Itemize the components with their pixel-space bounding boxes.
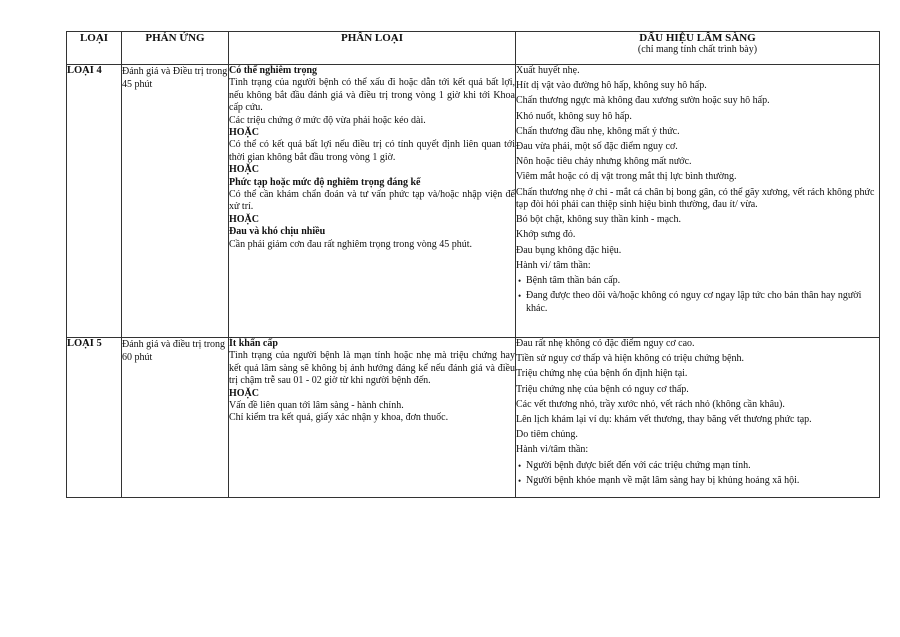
response-cell: Đánh giá và điều trị trong 60 phút: [122, 338, 229, 498]
sign-item: Chấn thương nhẹ ở chi - mắt cá chân bị bong gân, có thể gãy xương, vết rách không phức tạp đòi hỏi phải can thiệp sinh hiệu bình thường, đau ít/ vừa.: [516, 186, 875, 211]
table-row: [67, 65, 880, 338]
clinical-signs-cell: [516, 338, 880, 498]
sign-bullet: • Người bệnh được biết đến với các triệu chứng mạn tính.: [516, 460, 879, 472]
sign-item: Các vết thương nhỏ, trầy xước nhỏ, vết rách nhỏ (không cần khâu).: [516, 398, 785, 410]
sign-item: Đau rất nhẹ không có đặc điểm nguy cơ cao.: [516, 338, 695, 349]
classification-or: HOẶC: [229, 387, 259, 399]
sign-item: Chấn thương đầu nhẹ, không mất ý thức.: [516, 125, 680, 137]
classification-text: Các triệu chứng ở mức độ vừa phải hoặc kéo dài.: [229, 114, 426, 126]
header-row: [67, 32, 880, 65]
classification-text: Có thể có kết quả bất lợi nếu điều trị có tính quyết định liên quan tới thời gian không bắt đầu trong vòng 1 giờ.: [229, 139, 515, 163]
sign-item: Triệu chứng nhẹ của bệnh ổn định hiện tại.: [516, 368, 688, 380]
sign-item: Chấn thương ngực mà không đau xương sườn hoặc suy hô hấp.: [516, 95, 770, 107]
sign-item: Đau bụng không đặc hiệu.: [516, 244, 622, 256]
classification-or: HOẶC: [229, 213, 259, 225]
sign-item: Khó nuốt, không suy hô hấp.: [516, 110, 632, 122]
sign-item: Bó bột chặt, không suy thần kinh - mạch.: [516, 214, 681, 226]
table-row: [67, 338, 880, 498]
classification-text: Cần phải giảm cơn đau rất nghiêm trọng trong vòng 45 phút.: [229, 238, 473, 250]
category-cell: LOẠI 5: [67, 338, 122, 498]
triage-table: [66, 31, 880, 498]
classification-text: Có thể cần khám chẩn đoán và tư vấn phức tạp và/hoặc nhập viện để xử trí.: [229, 189, 515, 213]
sign-item: Triệu chứng nhẹ của bệnh có nguy cơ thấp.: [516, 383, 689, 395]
sign-item: Do tiêm chủng.: [516, 429, 578, 441]
sign-bullet: • Người bệnh khỏe mạnh về mặt lâm sàng hay bị khủng hoảng xã hội.: [516, 475, 879, 487]
sign-item: Hít dị vật vào đường hô hấp, không suy hô hấp.: [516, 80, 707, 92]
sign-item: Đau vừa phải, một số đặc điểm nguy cơ.: [516, 141, 678, 153]
sign-item: Hành vi/ tâm thần:: [516, 259, 591, 271]
sign-item: Nôn hoặc tiêu chảy nhưng không mất nước.: [516, 156, 692, 168]
clinical-signs-cell: [516, 65, 880, 338]
sign-item: Hành vi/tâm thần:: [516, 444, 589, 456]
classification-text: Vấn đề liên quan tới lâm sàng - hành chính.: [229, 400, 404, 412]
classification-text: Tình trạng của người bệnh là mạn tính hoặc nhẹ mà triệu chứng hay kết quả lâm sàng sẽ không bị ảnh hưởng đáng kể nếu đánh giá và điều trị chậm trễ sau 01 - 02 giờ từ khi người bệnh đến.: [229, 350, 515, 387]
header-category: LOẠI: [67, 32, 122, 65]
classification-or: HOẶC: [229, 164, 259, 176]
header-classification: PHÂN LOẠI: [229, 32, 516, 65]
sign-item: Lên lịch khám lại ví dụ: khám vết thương, thay băng vết thương phức tạp.: [516, 414, 812, 426]
sign-item: Viêm mắt hoặc có dị vật trong mắt thị lực bình thường.: [516, 171, 737, 183]
header-response: PHẢN ỨNG: [122, 32, 229, 65]
sign-item: Tiền sử nguy cơ thấp và hiện không có triệu chứng bệnh.: [516, 353, 744, 365]
sign-bullet: • Đang được theo dõi và/hoặc không có nguy cơ ngay lập tức cho bản thân hay người khác.: [516, 290, 879, 315]
classification-heading: Có thể nghiêm trọng: [229, 65, 318, 76]
classification-cell: [229, 338, 516, 498]
sign-item: Xuất huyết nhẹ.: [516, 65, 580, 76]
header-clinical-signs-subtitle: (chỉ mang tính chất trình bày): [637, 44, 758, 55]
classification-heading: Phức tạp hoặc mức độ nghiêm trọng đáng kể: [229, 176, 421, 188]
classification-text: Chỉ kiểm tra kết quả, giấy xác nhận y khoa, đơn thuốc.: [229, 412, 449, 424]
classification-heading: Ít khẩn cấp: [229, 338, 278, 349]
sign-bullet: • Bệnh tâm thần bán cấp.: [516, 275, 879, 287]
header-clinical-signs: [516, 32, 880, 65]
classification-heading: Đau và khó chịu nhiều: [229, 226, 326, 238]
classification-text: Tình trạng của người bệnh có thể xấu đi hoặc dẫn tới kết quả bất lợi, nếu không bắt đầu đánh giá và điều trị trong vòng 1 giờ khi tới Khoa cấp cứu.: [229, 77, 515, 114]
sign-item: Khớp sưng đỏ.: [516, 229, 576, 241]
header-clinical-signs-title: DẤU HIỆU LÂM SÀNG: [639, 32, 756, 44]
category-cell: LOẠI 4: [67, 65, 122, 338]
classification-cell: [229, 65, 516, 338]
response-cell: Đánh giá và Điều trị trong 45 phút: [122, 65, 229, 338]
classification-or: HOẶC: [229, 127, 259, 139]
